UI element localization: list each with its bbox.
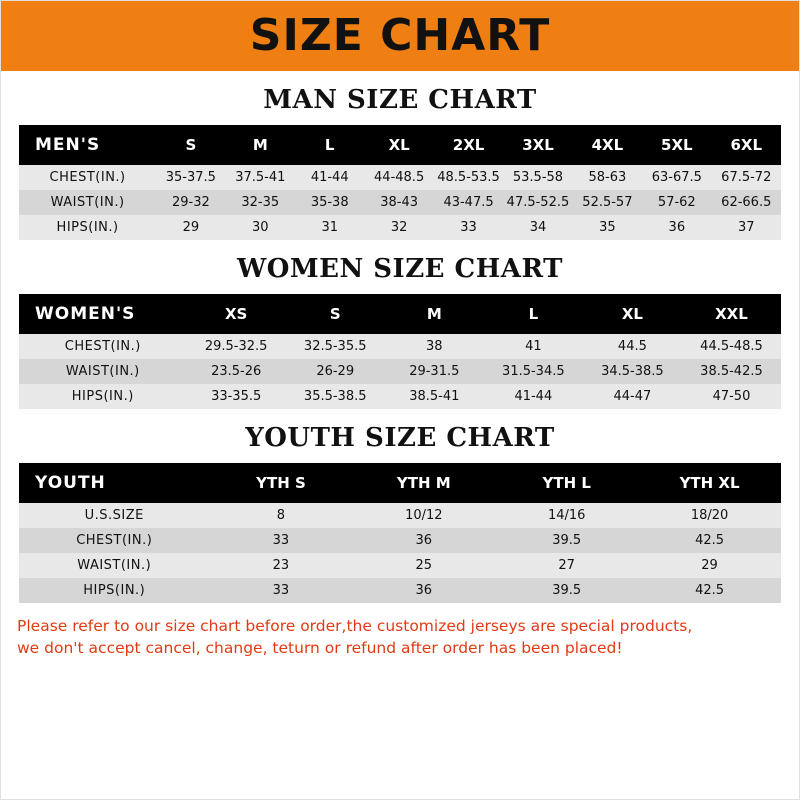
- footer-line-2: we don't accept cancel, change, teturn or refund after order has been placed!: [17, 639, 623, 658]
- section-youth: [1, 423, 799, 603]
- section-women: [1, 254, 799, 409]
- row-label: WAIST(IN.): [77, 558, 152, 573]
- table-cell: 36: [415, 533, 433, 548]
- table-cell: 41-44: [310, 170, 349, 185]
- column-header: 5XL: [642, 125, 711, 165]
- footer-note: [1, 603, 799, 660]
- column-header: YTH S: [210, 463, 353, 503]
- section-title-women: WOMEN SIZE CHART: [237, 254, 563, 284]
- table-cell: 29-32: [171, 195, 210, 210]
- table-cell: 35: [599, 220, 616, 235]
- table-cell: 29: [701, 558, 718, 573]
- row-label: HIPS(IN.): [56, 220, 119, 235]
- column-header: M: [385, 294, 484, 334]
- table-header-row: [19, 125, 781, 165]
- column-header: 3XL: [503, 125, 572, 165]
- table-cell: 41-44: [514, 389, 553, 404]
- table-cell: 42.5: [695, 533, 725, 548]
- section-title-youth: YOUTH SIZE CHART: [245, 423, 555, 453]
- section-title-men: MAN SIZE CHART: [263, 85, 537, 115]
- table-row: [19, 384, 781, 409]
- column-header: M: [226, 125, 295, 165]
- table-cell: 47-50: [712, 389, 751, 404]
- table-row: [19, 528, 781, 553]
- row-label: U.S.SIZE: [84, 508, 144, 523]
- table-cell: 53.5-58: [512, 170, 564, 185]
- table-row: [19, 190, 781, 215]
- table-cell: 33-35.5: [211, 389, 262, 404]
- table-cell: 62-66.5: [721, 195, 772, 210]
- table-cell: 27: [558, 558, 575, 573]
- table-cell: 38: [426, 339, 443, 354]
- row-label: CHEST(IN.): [64, 339, 141, 354]
- row-label: CHEST(IN.): [49, 170, 126, 185]
- table-cell: 31.5-34.5: [502, 364, 565, 379]
- table-cell: 30: [252, 220, 269, 235]
- table-cell: 32-35: [241, 195, 280, 210]
- column-header: XL: [364, 125, 433, 165]
- table-cell: 44-47: [613, 389, 652, 404]
- section-men: [1, 85, 799, 240]
- page-title: SIZE CHART: [249, 10, 551, 61]
- table-cell: 34: [529, 220, 547, 235]
- table-cell: 33: [272, 533, 290, 548]
- table-cell: 42.5: [695, 583, 725, 598]
- table-cell: 44-48.5: [374, 170, 425, 185]
- table-cell: 67.5-72: [721, 170, 772, 185]
- table-cell: 23: [272, 558, 290, 573]
- table-cell: 35.5-38.5: [303, 389, 367, 404]
- table-cell: 52.5-57: [582, 195, 633, 210]
- men-size-table: [19, 125, 781, 240]
- column-header: 4XL: [573, 125, 642, 165]
- row-label: WAIST(IN.): [50, 195, 125, 210]
- table-row: [19, 553, 781, 578]
- table-header-row: [19, 294, 781, 334]
- table-cell: 58-63: [588, 170, 627, 185]
- column-header: YTH L: [495, 463, 638, 503]
- table-cell: 36: [668, 220, 686, 235]
- table-cell: 8: [276, 508, 286, 523]
- table-row: [19, 215, 781, 240]
- table-cell: 33: [272, 583, 290, 598]
- column-header: L: [484, 294, 583, 334]
- table-cell: 38-43: [380, 195, 419, 210]
- table-cell: 29: [182, 220, 200, 235]
- youth-size-table: [19, 463, 781, 603]
- table-cell: 14/16: [547, 508, 586, 523]
- column-header: 2XL: [434, 125, 503, 165]
- column-header: S: [156, 125, 225, 165]
- row-label: CHEST(IN.): [76, 533, 153, 548]
- column-header: 6XL: [712, 125, 781, 165]
- column-header: XXL: [682, 294, 781, 334]
- column-header: XL: [583, 294, 682, 334]
- table-cell: 37: [737, 220, 755, 235]
- row-label: WAIST(IN.): [65, 364, 140, 379]
- column-header: YTH M: [352, 463, 495, 503]
- table-cell: 44.5-48.5: [700, 339, 763, 354]
- table-cell: 31: [321, 220, 338, 235]
- table-corner-label: MEN'S: [19, 125, 156, 165]
- table-cell: 23.5-26: [211, 364, 262, 379]
- women-size-table: [19, 294, 781, 409]
- table-cell: 38.5-42.5: [700, 364, 763, 379]
- table-cell: 35-37.5: [165, 170, 216, 185]
- table-cell: 26-29: [316, 364, 355, 379]
- table-cell: 32: [390, 220, 408, 235]
- table-cell: 63-67.5: [651, 170, 702, 185]
- table-cell: 37.5-41: [235, 170, 286, 185]
- table-cell: 32.5-35.5: [303, 339, 367, 354]
- youth-table-body: [19, 503, 781, 603]
- column-header: S: [286, 294, 385, 334]
- column-header: XS: [187, 294, 286, 334]
- table-cell: 39.5: [552, 533, 582, 548]
- table-cell: 44.5: [617, 339, 647, 354]
- table-cell: 47.5-52.5: [506, 195, 570, 210]
- table-cell: 18/20: [690, 508, 729, 523]
- youth-table-head: [19, 463, 781, 503]
- table-cell: 29-31.5: [409, 364, 460, 379]
- row-label: HIPS(IN.): [71, 389, 134, 404]
- table-cell: 10/12: [405, 508, 443, 523]
- table-row: [19, 359, 781, 384]
- women-table-body: [19, 334, 781, 409]
- footer-line-1: Please refer to our size chart before order,the customized jerseys are special products,: [17, 617, 693, 635]
- table-cell: 57-62: [657, 195, 696, 210]
- column-header: YTH XL: [638, 463, 781, 503]
- table-row: [19, 578, 781, 603]
- table-cell: 29.5-32.5: [204, 339, 268, 354]
- table-cell: 33: [460, 220, 477, 235]
- table-header-row: [19, 463, 781, 503]
- table-cell: 38.5-41: [409, 389, 460, 404]
- men-table-head: [19, 125, 781, 165]
- header-banner: [1, 1, 799, 71]
- table-row: [19, 503, 781, 528]
- table-row: [19, 165, 781, 190]
- table-cell: 36: [415, 583, 433, 598]
- table-cell: 48.5-53.5: [437, 170, 500, 185]
- table-cell: 43-47.5: [443, 195, 494, 210]
- column-header: L: [295, 125, 364, 165]
- table-corner-label: YOUTH: [19, 463, 210, 503]
- table-row: [19, 334, 781, 359]
- women-table-head: [19, 294, 781, 334]
- table-cell: 34.5-38.5: [601, 364, 664, 379]
- table-cell: 39.5: [552, 583, 582, 598]
- table-cell: 41: [525, 339, 542, 354]
- table-corner-label: WOMEN'S: [19, 294, 187, 334]
- table-cell: 25: [415, 558, 433, 573]
- table-cell: 35-38: [310, 195, 349, 210]
- men-table-body: [19, 165, 781, 240]
- row-label: HIPS(IN.): [83, 583, 146, 598]
